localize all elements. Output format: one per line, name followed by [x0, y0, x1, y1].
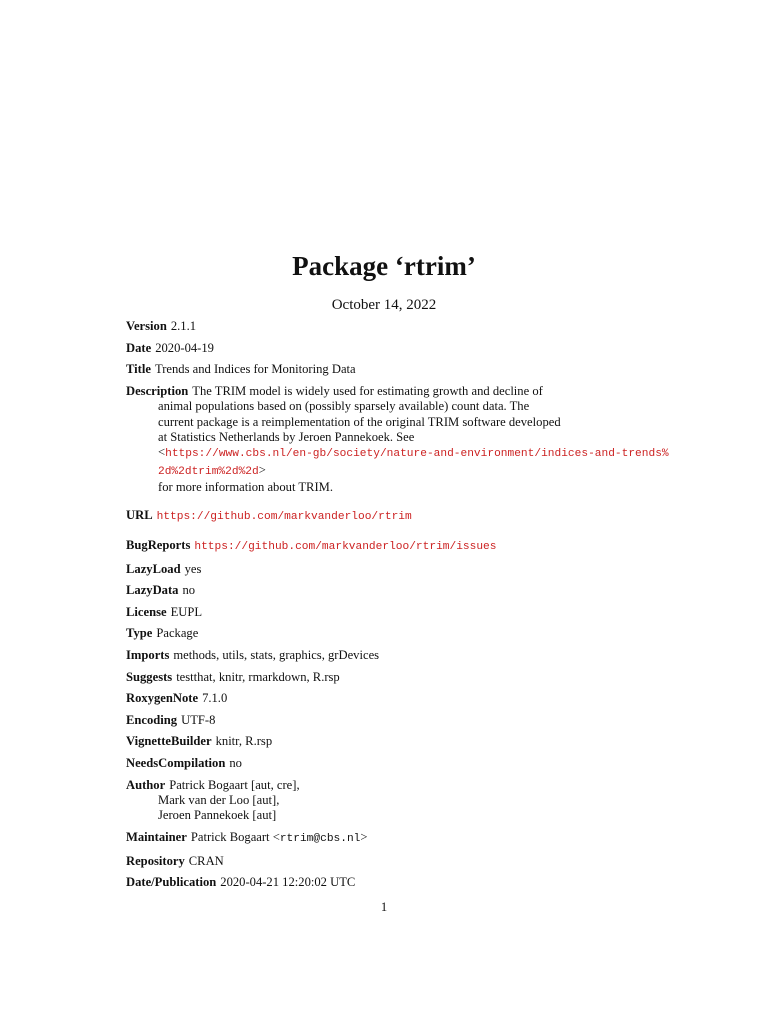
- field-value: CRAN: [188, 853, 224, 868]
- author-line: Patrick Bogaart [aut, cre],: [169, 777, 300, 792]
- field-imports: [126, 648, 726, 663]
- field-lazyload: [126, 562, 726, 577]
- link-bracket-close: >: [258, 462, 266, 477]
- field-datepublication: [126, 875, 726, 890]
- field-value: no: [229, 755, 242, 770]
- field-key: BugReports: [126, 538, 191, 553]
- field-key: Type: [126, 626, 153, 641]
- field-key: License: [126, 604, 167, 619]
- field-key: Imports: [126, 648, 170, 662]
- field-type: [126, 626, 726, 641]
- field-author: [126, 778, 726, 824]
- field-bugreports: [126, 538, 726, 555]
- field-value: methods, utils, stats, graphics, grDevices: [173, 648, 380, 662]
- field-description: [126, 384, 726, 496]
- field-repository: [126, 854, 726, 869]
- field-vignettebuilder: [126, 734, 726, 749]
- page-number: 1: [380, 900, 388, 914]
- field-needscompilation: [126, 756, 726, 771]
- field-value: Trends and Indices for Monitoring Data: [154, 362, 356, 377]
- email-bracket-open: <: [272, 829, 280, 844]
- description-line: at Statistics Netherlands by Jeroen Pannekoek. See: [158, 430, 415, 444]
- field-key: VignetteBuilder: [126, 734, 212, 749]
- page-date: October 14, 2022: [331, 297, 437, 313]
- trim-info-link-continued[interactable]: 2d%2dtrim%2d%2d: [158, 465, 259, 478]
- field-value: UTF-8: [181, 712, 216, 727]
- field-value: 7.1.0: [202, 691, 228, 706]
- field-value: Package: [156, 626, 199, 641]
- field-key: Author: [126, 777, 166, 792]
- maintainer-email[interactable]: rtrim@cbs.nl: [279, 832, 361, 845]
- field-key: Repository: [126, 853, 185, 868]
- field-url: [126, 508, 726, 525]
- field-key: Encoding: [126, 712, 178, 727]
- field-value: 2020-04-19: [155, 340, 214, 355]
- email-bracket-close: >: [360, 829, 368, 844]
- field-maintainer: [126, 830, 726, 847]
- link-bracket-open: <: [158, 445, 166, 460]
- field-value: no: [182, 583, 196, 598]
- field-key: Date/Publication: [126, 875, 217, 890]
- url-link[interactable]: https://github.com/markvanderloo/rtrim: [156, 511, 412, 524]
- field-key: Version: [126, 319, 167, 333]
- description-line: The TRIM model is widely used for estimating growth and decline of: [192, 383, 543, 398]
- field-key: Maintainer: [126, 829, 187, 844]
- field-key: Suggests: [126, 669, 173, 684]
- field-key: URL: [126, 508, 153, 523]
- field-key: RoxygenNote: [126, 691, 199, 706]
- trim-info-link[interactable]: https://www.cbs.nl/en-gb/society/nature-and-environment/indices-and-trends%: [165, 448, 669, 461]
- field-encoding: [126, 713, 726, 728]
- field-value: EUPL: [170, 604, 203, 619]
- field-key: NeedsCompilation: [126, 755, 226, 770]
- field-date: [126, 341, 726, 356]
- author-line: Mark van der Loo [aut],: [158, 792, 280, 807]
- field-value: yes: [184, 561, 202, 576]
- field-value: 2020-04-21 12:20:02 UTC: [220, 875, 356, 890]
- field-key: LazyData: [126, 583, 179, 598]
- field-license: [126, 605, 726, 620]
- bugreports-link[interactable]: https://github.com/markvanderloo/rtrim/issues: [194, 541, 497, 554]
- field-lazydata: [126, 583, 726, 598]
- author-line: Jeroen Pannekoek [aut]: [158, 808, 277, 823]
- field-key: LazyLoad: [126, 561, 181, 576]
- field-key: Description: [126, 383, 189, 398]
- page-title: Package ‘rtrim’: [292, 251, 476, 281]
- field-key: Title: [126, 362, 151, 377]
- field-suggests: [126, 670, 726, 685]
- description-line: animal populations based on (possibly sparsely available) count data. The: [158, 399, 530, 414]
- field-title: [126, 362, 726, 377]
- package-fields: [126, 319, 726, 897]
- description-line: for more information about TRIM.: [158, 480, 333, 495]
- field-value: 2.1.1: [170, 319, 197, 333]
- field-roxygennote: [126, 691, 726, 706]
- field-version: [126, 319, 726, 334]
- field-key: Date: [126, 340, 152, 355]
- maintainer-name: Patrick Bogaart: [190, 829, 270, 844]
- field-value: testthat, knitr, rmarkdown, R.rsp: [176, 669, 340, 684]
- field-value: knitr, R.rsp: [215, 734, 273, 749]
- description-line: current package is a reimplementation of the original TRIM software developed: [158, 414, 561, 429]
